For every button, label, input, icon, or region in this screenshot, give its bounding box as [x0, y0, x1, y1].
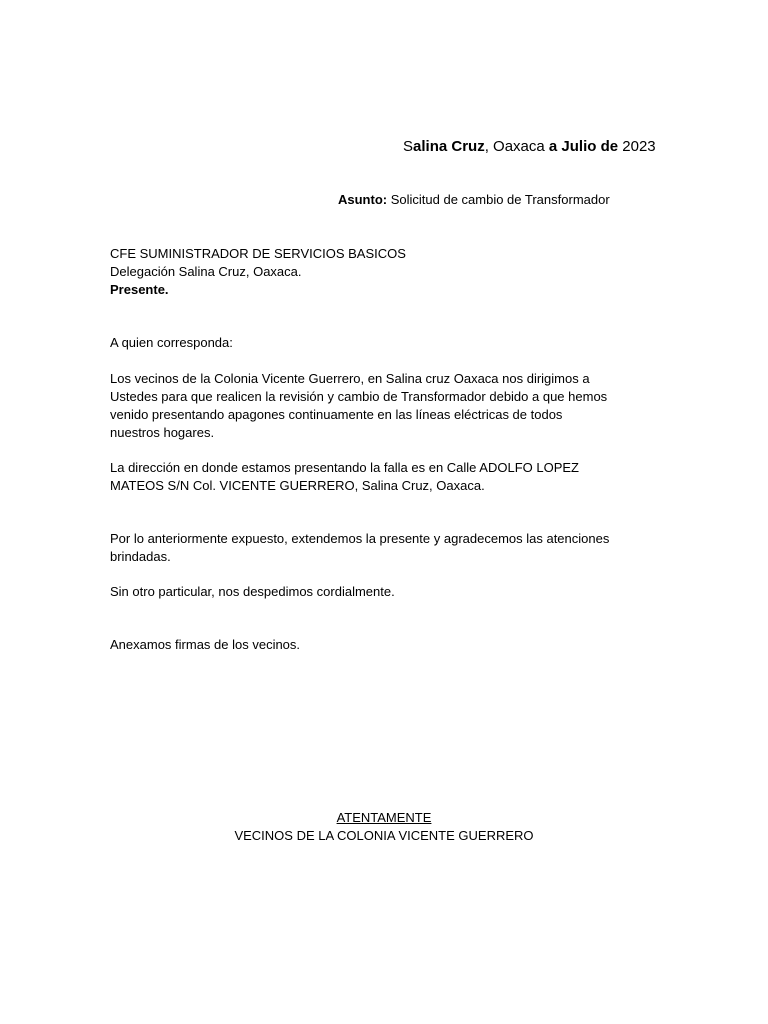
- paragraph3-line-2: brindadas.: [110, 549, 171, 564]
- recipient-line-1: CFE SUMINISTRADOR DE SERVICIOS BASICOS: [110, 246, 406, 261]
- recipient-line-3: Presente.: [110, 282, 169, 297]
- subject-line: [338, 191, 610, 209]
- paragraph2-line-2: MATEOS S/N Col. VICENTE GUERRERO, Salina Cruz, Oaxaca.: [110, 478, 485, 493]
- paragraph2-line-1: La dirección en donde estamos presentando la falla es en Calle ADOLFO LOPEZ: [110, 460, 579, 475]
- paragraph4: Sin otro particular, nos despedimos cordialmente.: [110, 584, 395, 599]
- subject-label: Asunto:: [338, 192, 388, 207]
- date-part-city: alina Cruz: [413, 138, 485, 155]
- subject-text: Solicitud de cambio de Transformador: [387, 192, 610, 207]
- paragraph1-line-2: Ustedes para que realicen la revisión y cambio de Transformador debido a que hemos: [110, 389, 608, 404]
- date-line: [403, 137, 656, 157]
- date-part-month: a Julio de: [548, 138, 619, 155]
- closing-title: ATENTAMENTE: [336, 810, 432, 825]
- paragraph5: Anexamos firmas de los vecinos.: [110, 637, 301, 652]
- greeting: A quien corresponda:: [110, 335, 233, 350]
- date-part-initial: S: [403, 138, 414, 155]
- closing-signature: VECINOS DE LA COLONIA VICENTE GUERRERO: [234, 828, 534, 843]
- closing-block: [0, 809, 768, 827]
- date-part-year: 2023: [618, 138, 656, 155]
- paragraph1-line-3: venido presentando apagones continuamente en las líneas eléctricas de todos: [110, 407, 563, 422]
- paragraph3-line-1: Por lo anteriormente expuesto, extendemos la presente y agradecemos las atenciones: [110, 531, 610, 546]
- paragraph1-line-4: nuestros hogares.: [110, 425, 215, 440]
- date-part-state: , Oaxaca: [484, 138, 549, 155]
- paragraph1-line-1: Los vecinos de la Colonia Vicente Guerrero, en Salina cruz Oaxaca nos dirigimos a: [110, 371, 590, 386]
- recipient-line-2: Delegación Salina Cruz, Oaxaca.: [110, 264, 302, 279]
